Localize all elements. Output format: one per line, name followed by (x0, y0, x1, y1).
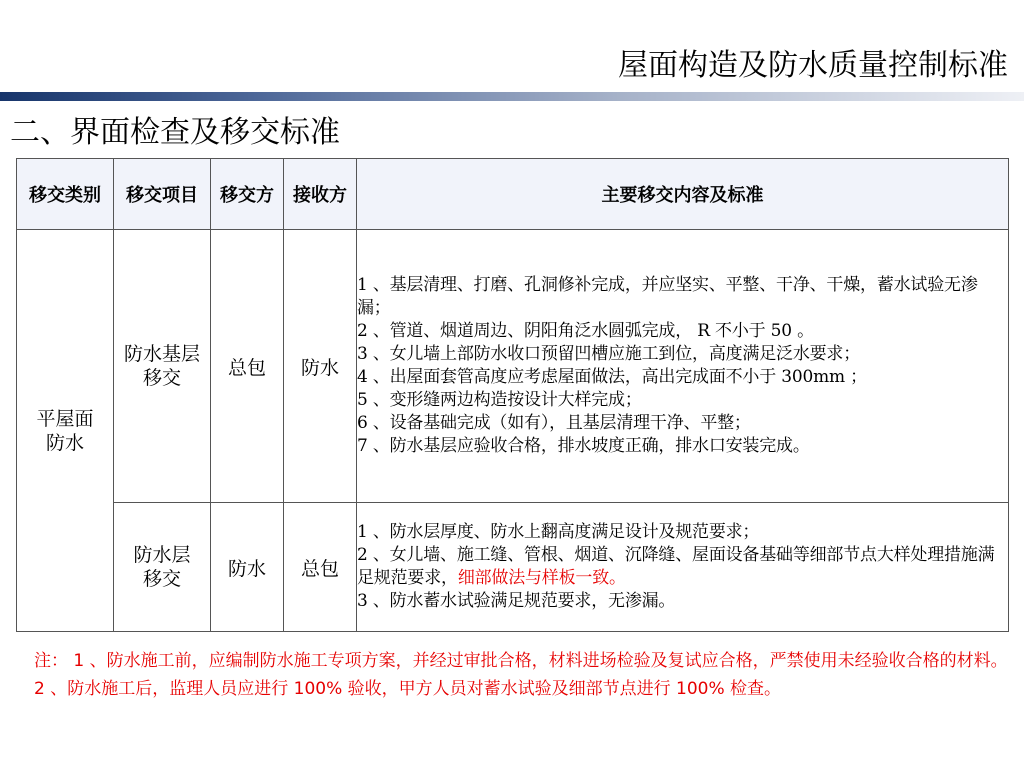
content-line: 6 、设备基础完成（如有），且基层清理干净、平整； (357, 413, 751, 433)
receiving-party-cell: 防水 (284, 230, 357, 503)
column-header-receiving-party: 接收方 (284, 159, 357, 230)
item-cell (114, 503, 211, 632)
item-line: 防水层 (133, 544, 191, 566)
content-line: 4 、出屋面套管高度应考虑屋面做法，高出完成面不小于 300mm ； (357, 367, 867, 387)
table-row (17, 503, 1009, 632)
column-header-content: 主要移交内容及标准 (357, 159, 1009, 230)
slide-title: 屋面构造及防水质量控制标准 (618, 48, 1008, 83)
footnote: 注： 1 、防水施工前，应编制防水施工专项方案，并经过审批合格，材料进场检验及复试应合格，严禁使用未经验收合格的材料。 2 、防水施工后，监理人员应进行 100% 验收，甲方人员对蓄水试验及细部节点进行 100% 检查。 (34, 651, 1008, 699)
content-line: 5 、变形缝两边构造按设计大样完成； (357, 390, 642, 410)
category-cell (17, 230, 114, 632)
handover-standards-table (16, 158, 1009, 632)
handover-party-cell: 总包 (211, 230, 284, 503)
content-highlight-text: 细部做法与样板一致。 (457, 568, 626, 588)
item-line: 防水基层 (123, 343, 200, 365)
content-cell (357, 503, 1009, 632)
column-header-item: 移交项目 (114, 159, 211, 230)
title-gradient-bar (0, 92, 1024, 101)
section-heading: 二、界面检查及移交标准 (10, 115, 340, 150)
item-line: 移交 (142, 367, 181, 389)
content-line: 1 、基层清理、打磨、孔洞修补完成，并应坚实、平整、干净、干燥，蓄水试验无渗漏； (357, 275, 978, 318)
item-line: 移交 (142, 568, 181, 590)
content-line: 1 、防水层厚度、防水上翻高度满足设计及规范要求； (357, 522, 760, 542)
column-header-category: 移交类别 (17, 159, 114, 230)
category-line: 防水 (45, 431, 84, 454)
handover-party-cell: 防水 (211, 503, 284, 632)
item-cell (114, 230, 211, 503)
column-header-handover-party: 移交方 (211, 159, 284, 230)
table-row (17, 230, 1009, 503)
table-header-row (17, 159, 1009, 230)
content-cell (357, 230, 1009, 503)
content-line: 2 、管道、烟道周边、阴阳角泛水圆弧完成， R 不小于 50 。 (357, 321, 814, 341)
content-line: 7 、防水基层应验收合格，排水坡度正确，排水口安装完成。 (357, 436, 810, 456)
content-text: 2 、女儿墙、施工缝、管根、烟道、沉降缝、屋面设备基础等细部节点大样处理措施满足规范要求， (357, 545, 995, 588)
content-line: 3 、女儿墙上部防水收口预留凹槽应施工到位，高度满足泛水要求； (357, 344, 861, 364)
receiving-party-cell: 总包 (284, 503, 357, 632)
content-line (357, 544, 1008, 590)
category-line: 平屋面 (36, 407, 94, 430)
content-line: 3 、防水蓄水试验满足规范要求，无渗漏。 (357, 591, 676, 611)
